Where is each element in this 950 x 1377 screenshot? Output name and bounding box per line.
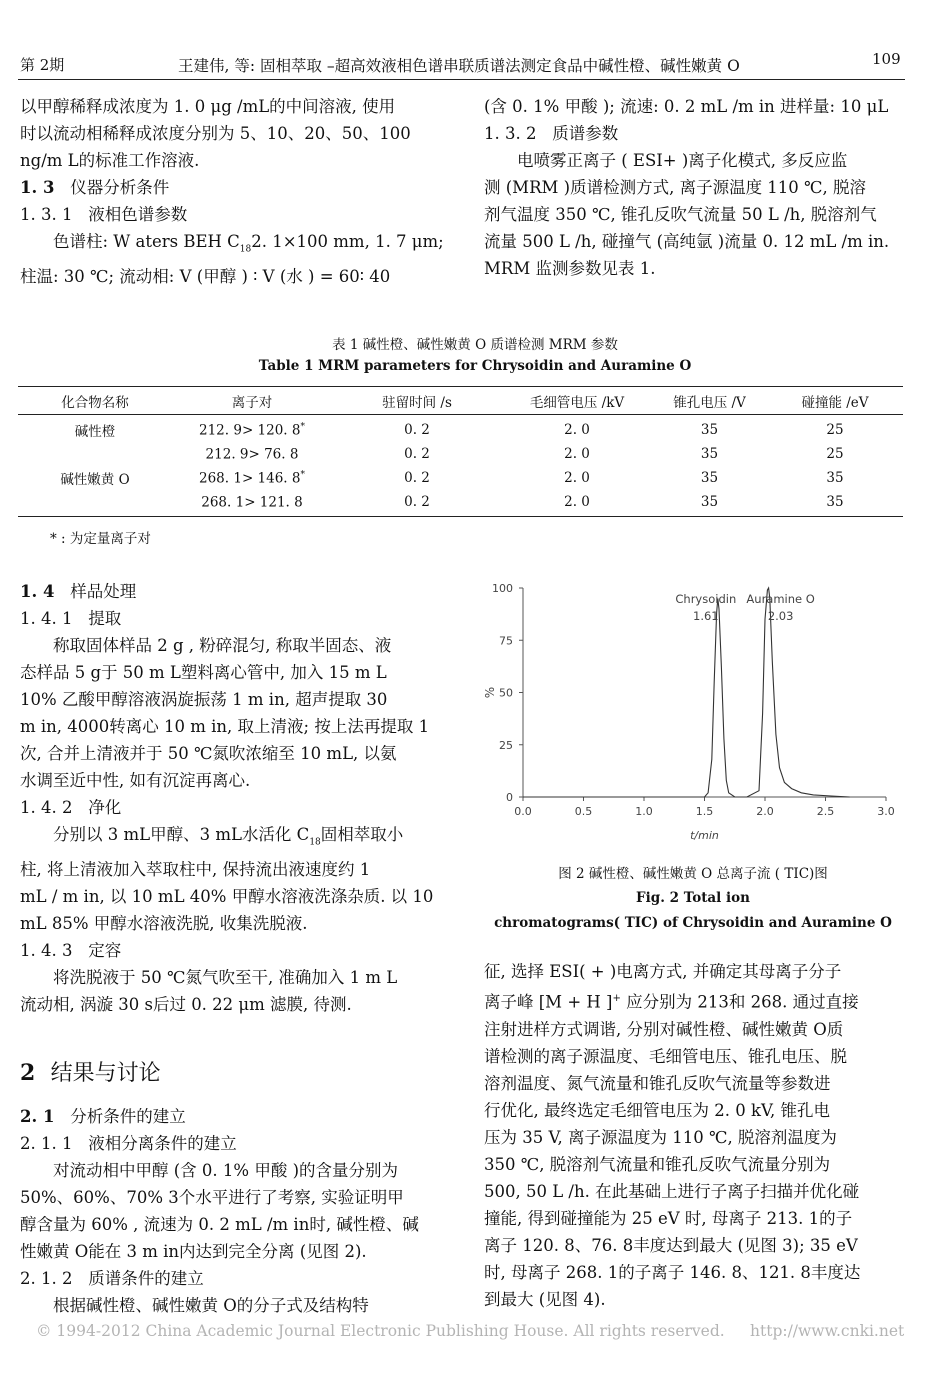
paragraph-line: 称取固体样品 2 g , 粉碎混匀, 称取半固态、液 [53, 636, 392, 655]
table-footnote: * : 为定量离子对 [50, 531, 151, 547]
subsection-heading [20, 1130, 460, 1157]
paragraph-line: 10% 乙酸甲醇溶液涡旋振荡 1 m in, 超声提取 30 [20, 690, 388, 709]
y-tick-label: 25 [499, 738, 513, 752]
figure-caption-cn: 图 2 碱性橙、碱性嫩黄 O 总离子流 ( TIC)图 [558, 866, 828, 882]
section-title: 分析条件的建立 [70, 1107, 186, 1126]
paragraph-line: (含 0. 1% 甲酸 ); 流速: 0. 2 mL /m in 进样量: 10 μL [484, 97, 889, 116]
ion-pair: 268. 1> 146. 8 [199, 470, 301, 487]
subsection-title: 净化 [88, 798, 122, 817]
column-header: 离子对 [231, 395, 273, 411]
paragraph-line [20, 228, 450, 263]
paragraph-line: 性嫩黄 O能在 3 m in内达到完全分离 (见图 2). [20, 1242, 367, 1261]
subscript: 18 [239, 244, 252, 255]
header-rule [18, 79, 905, 80]
left-column-bottom [20, 1103, 460, 1319]
paragraph-line: 电喷雾正离子 ( ESI+ )离子化模式, 多反应监 [517, 151, 848, 170]
ion-pair: 212. 9> 120. 8 [199, 422, 301, 439]
column-header: 锥孔电压 /V [673, 395, 746, 411]
table-bottom-rule [18, 516, 903, 517]
paragraph-line: 注射进样方式调谐, 分别对碱性橙、碱性嫩黄 O质 [484, 1019, 844, 1039]
subsection-heading [20, 937, 460, 964]
ion-pair: 212. 9> 76. 8 [205, 446, 299, 463]
subsection-number: 2. 1. 2 [20, 1269, 73, 1288]
paragraph-line: MRM 监测参数见表 1. [484, 259, 656, 278]
y-tick-label: 100 [492, 582, 513, 595]
paragraph-line: 对流动相中甲醇 (含 0. 1% 甲酸 )的含量分别为 [53, 1161, 399, 1180]
paragraph-line: mL / m in, 以 10 mL 40% 甲醇水溶液洗涤杂质. 以 10 [20, 887, 434, 907]
table-cell: 0. 2 [404, 422, 430, 438]
table-cell: 碱性橙 [74, 424, 116, 440]
x-tick-label: 0.5 [574, 805, 593, 818]
paragraph-line [20, 821, 460, 856]
table-cell: 2. 0 [564, 470, 590, 486]
table-row [18, 490, 903, 514]
subsection-heading [20, 605, 460, 632]
subsection-title: 定容 [88, 941, 122, 961]
paragraph-line: 行优化, 最终选定毛细管电压为 2. 0 kV, 锥孔电 [484, 1100, 830, 1120]
right-column-top [484, 93, 914, 282]
subsection-number: 1. 4. 2 [20, 798, 73, 817]
mrm-parameter-table [18, 388, 903, 514]
table-cell [172, 466, 332, 490]
subsection-title: 质谱参数 [552, 124, 619, 143]
table-row [18, 466, 903, 490]
paragraph-line: 柱, 将上清液加入萃取柱中, 保持流出液速度约 1 [20, 860, 371, 880]
subsection-number: 2. 1. 1 [20, 1134, 73, 1153]
table-cell: 35 [700, 494, 719, 510]
subsection-heading [20, 201, 450, 228]
text-run: 固相萃取小 [320, 825, 404, 844]
table-top-rule [18, 386, 903, 387]
table-cell: 2. 0 [564, 422, 590, 438]
table-cell: 35 [700, 470, 719, 486]
paragraph-line: 流量 500 L /h, 碰撞气 (高纯氩 )流量 0. 12 mL /m in. [484, 232, 890, 251]
table-title-en: Table 1 MRM parameters for Chrysoidin and Auramine O [258, 358, 692, 374]
paragraph-line: 撞能, 得到碰撞能为 25 eV 时, 母离子 213. 1的子 [484, 1208, 853, 1228]
table-title-cn: 表 1 碱性橙、碱性嫩黄 O 质谱检测 MRM 参数 [332, 337, 618, 353]
section-number: 2 [20, 1060, 36, 1086]
text-run: 色谱柱: W aters BEH C [53, 232, 240, 251]
paragraph-line: 水调至近中性, 如有沉淀再离心. [20, 771, 251, 790]
page-number: 109 [872, 50, 901, 68]
paragraph-line: 时以流动相稀释成浓度分别为 5、10、20、50、100 [20, 124, 411, 143]
ion-pair: 268. 1> 121. 8 [201, 494, 303, 511]
table-cell: 35 [826, 494, 844, 510]
x-tick-label: 2.5 [816, 805, 835, 818]
section-title: 仪器分析条件 [70, 178, 170, 197]
peak-retention-time: 1.61 [693, 609, 719, 623]
table-cell [172, 490, 332, 514]
peak-label: Chrysoidin [675, 592, 737, 606]
x-tick-label: 3.0 [877, 805, 895, 818]
superscript: + [612, 993, 621, 1004]
paragraph-line: 谱检测的离子源温度、毛细管电压、锥孔电压、脱 [484, 1046, 847, 1066]
subsection-number: 1. 4. 3 [20, 941, 73, 961]
section-title: 结果与讨论 [50, 1061, 161, 1086]
figure-caption-en-2: chromatograms( TIC) of Chrysoidin and Auramine O [494, 915, 892, 931]
subsection-number: 1. 4. 1 [20, 609, 73, 628]
paragraph-line: 500, 50 L /h. 在此基础上进行子离子扫描并优化碰 [484, 1181, 860, 1201]
x-tick-label: 1.5 [695, 805, 714, 818]
paragraph-line: m in, 4000转离心 10 m in, 取上清液; 按上法再提取 1 [20, 717, 430, 736]
x-tick-label: 0.0 [514, 805, 532, 818]
paragraph-line: 流动相, 涡漩 30 s后过 0. 22 μm 滤膜, 待测. [20, 995, 352, 1015]
text-run: 分别以 3 mL甲醇、3 mL水活化 C [53, 825, 310, 844]
table-cell [18, 490, 172, 514]
text-run: 2. 1×100 mm, 1. 7 μm; [251, 232, 444, 251]
paragraph-line: 醇含量为 60% , 流速为 0. 2 mL /m in时, 碱性橙、碱 [20, 1215, 419, 1234]
paragraph-line [484, 985, 914, 1016]
table-cell: 0. 2 [404, 470, 430, 486]
issue-number: 第 2期 [20, 56, 65, 74]
table-row [18, 418, 903, 442]
section-heading [20, 1103, 460, 1130]
subsection-heading [20, 794, 460, 821]
subsection-heading [20, 1265, 460, 1292]
paragraph-line: 350 ℃, 脱溶剂气流量和锥孔反吹气流量分别为 [484, 1154, 831, 1174]
paragraph-line: 剂气温度 350 ℃, 锥孔反吹气流量 50 L /h, 脱溶剂气 [484, 205, 877, 224]
table-cell: 0. 2 [404, 494, 430, 510]
paragraph-line: 压为 35 V, 离子源温度为 110 ℃, 脱溶剂温度为 [484, 1127, 837, 1147]
y-tick-label: 0 [506, 791, 513, 804]
section-number: 1. 3 [20, 178, 55, 197]
x-axis-label: t/min [690, 829, 719, 842]
column-header: 驻留时间 /s [382, 395, 452, 411]
table-cell: 25 [826, 422, 844, 438]
subsection-title: 液相色谱参数 [88, 205, 188, 224]
paragraph-line: 柱温: 30 ℃; 流动相: V (甲醇 ) ∶ V (水 ) = 60∶ 40 [20, 267, 391, 287]
x-tick-label: 2.0 [756, 805, 774, 818]
text-run: 应分别为 213和 268. 通过直接 [620, 992, 859, 1012]
y-tick-label: 75 [499, 634, 513, 648]
right-column-bottom [484, 958, 914, 1313]
table-cell [18, 442, 172, 466]
peak-label: Auramine O [746, 592, 815, 606]
paragraph-line: 到最大 (见图 4). [484, 1289, 606, 1309]
table-header-row [18, 388, 903, 414]
column-header: 毛细管电压 /kV [529, 395, 625, 411]
y-axis-label: % [483, 686, 497, 699]
table-cell: 0. 2 [404, 446, 430, 462]
column-header: 化合物名称 [61, 395, 129, 411]
section-title: 样品处理 [70, 582, 137, 601]
table-cell: 35 [700, 446, 719, 462]
table-cell: 35 [826, 470, 844, 486]
paragraph-line: 根据碱性橙、碱性嫩黄 O的分子式及结构特 [53, 1296, 369, 1315]
paragraph-line: 征, 选择 ESI( + )电离方式, 并确定其母离子分子 [484, 962, 842, 981]
left-column-lower [20, 578, 460, 1018]
paragraph-line: ng/m L的标准工作溶液. [20, 151, 200, 170]
paragraph-line: 以甲醇稀释成浓度为 1. 0 μg /mL的中间溶液, 使用 [20, 97, 396, 116]
table-cell: 2. 0 [564, 494, 590, 510]
peak-retention-time: 2.03 [767, 609, 794, 623]
column-header: 碰撞能 /eV [801, 395, 869, 411]
y-tick-label: 50 [499, 686, 513, 700]
cnki-url: http://www.cnki.net [750, 1322, 905, 1340]
paragraph-line: 离子 120. 8、76. 8丰度达到最大 (见图 3); 35 eV [484, 1235, 858, 1255]
paragraph-line: 溶剂温度、氮气流量和锥孔反吹气流量等参数进 [484, 1073, 831, 1093]
subsection-title: 液相分离条件的建立 [88, 1134, 237, 1153]
paragraph-line: 50%、60%、70% 3个水平进行了考察, 实验证明甲 [20, 1188, 404, 1207]
subscript: 18 [309, 837, 321, 848]
table-cell [172, 418, 332, 442]
subsection-title: 质谱条件的建立 [88, 1269, 204, 1288]
table-cell: 25 [826, 446, 844, 462]
table-row [18, 442, 903, 466]
table-cell: 35 [700, 422, 719, 438]
table-cell [172, 442, 332, 466]
running-title: 王建伟, 等: 固相萃取 –超高效液相色谱串联质谱法测定食品中碱性橙、碱性嫩黄 O [178, 57, 740, 75]
paragraph-line: 测 (MRM )质谱检测方式, 离子源温度 110 ℃, 脱溶 [484, 178, 866, 197]
table-cell: 碱性嫩黄 O [60, 472, 130, 488]
left-column-top [20, 93, 450, 290]
paragraph-line: 将洗脱液于 50 ℃氮气吹至干, 准确加入 1 m L [53, 968, 398, 988]
section-number: 1. 4 [20, 582, 55, 601]
subsection-number: 1. 3. 1 [20, 205, 73, 224]
table-cell: 2. 0 [564, 446, 590, 462]
paragraph-line: 时, 母离子 268. 1的子离子 146. 8、121. 8丰度达 [484, 1262, 861, 1282]
subsection-heading [484, 120, 914, 147]
quant-marker: * [300, 469, 305, 480]
section-heading [20, 174, 450, 201]
x-tick-label: 1.0 [635, 805, 653, 818]
section-2-heading [20, 1056, 161, 1087]
section-number: 2. 1 [20, 1107, 55, 1126]
tic-series-line [523, 588, 850, 797]
copyright-footer: © 1994-2012 China Academic Journal Electronic Publishing House. All rights reserved. [36, 1322, 725, 1340]
subsection-number: 1. 3. 2 [484, 124, 537, 143]
paragraph-line: 次, 合并上清液并于 50 ℃氮吹浓缩至 10 mL, 以氨 [20, 744, 397, 763]
figure-caption-en-1: Fig. 2 Total ion [636, 890, 750, 906]
paragraph-line: 态样品 5 g于 50 m L塑料离心管中, 加入 15 m L [20, 663, 387, 682]
quant-marker: * [300, 421, 305, 432]
text-run: 离子峰 [M + H ] [484, 992, 613, 1012]
tic-chromatogram-chart [478, 575, 908, 842]
section-heading [20, 578, 460, 605]
subsection-title: 提取 [88, 609, 122, 628]
paragraph-line: mL 85% 甲醇水溶液洗脱, 收集洗脱液. [20, 914, 308, 934]
